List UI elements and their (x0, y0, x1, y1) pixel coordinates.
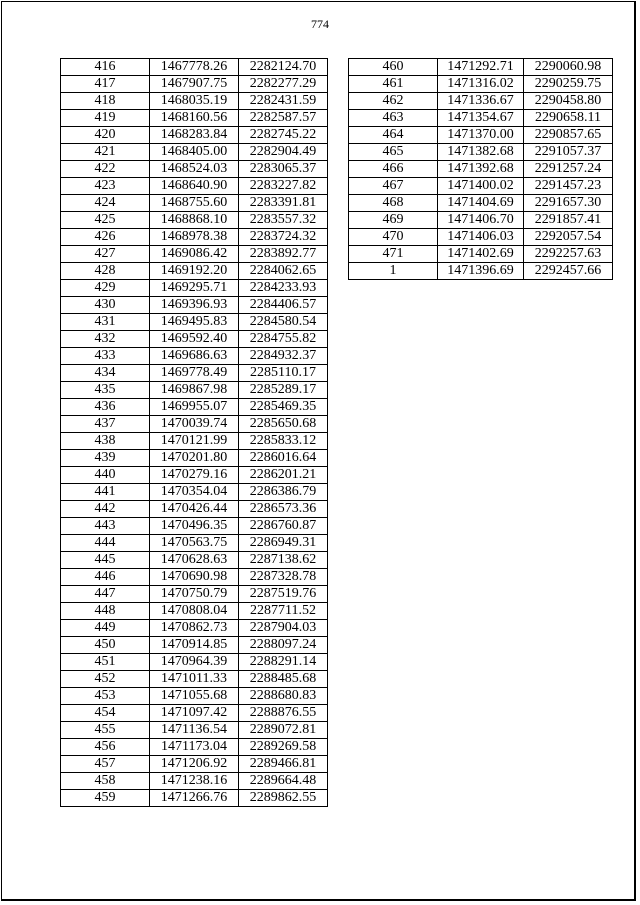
table-row (61, 450, 328, 467)
table-row (61, 586, 328, 603)
y-coordinate-cell: 2288680.83 (239, 688, 328, 705)
point-number-cell: 436 (61, 399, 150, 416)
table-row (61, 246, 328, 263)
point-number-cell: 430 (61, 297, 150, 314)
y-coordinate-cell: 2286201.21 (239, 467, 328, 484)
x-coordinate-cell: 1468160.56 (150, 110, 239, 127)
point-number-cell: 450 (61, 637, 150, 654)
point-number-cell: 431 (61, 314, 150, 331)
x-coordinate-cell: 1470563.75 (150, 535, 239, 552)
point-number-cell: 463 (349, 110, 438, 127)
x-coordinate-cell: 1468524.03 (150, 161, 239, 178)
y-coordinate-cell: 2282277.29 (239, 76, 328, 93)
x-coordinate-cell: 1471292.71 (438, 59, 524, 76)
table-row (349, 127, 613, 144)
x-coordinate-cell: 1470628.63 (150, 552, 239, 569)
table-row (349, 59, 613, 76)
y-coordinate-cell: 2283557.32 (239, 212, 328, 229)
x-coordinate-cell: 1468283.84 (150, 127, 239, 144)
y-coordinate-cell: 2289072.81 (239, 722, 328, 739)
y-coordinate-cell: 2289862.55 (239, 790, 328, 807)
point-number-cell: 443 (61, 518, 150, 535)
table-row (61, 331, 328, 348)
table-row (61, 739, 328, 756)
point-number-cell: 438 (61, 433, 150, 450)
page-number: 774 (311, 17, 329, 31)
x-coordinate-cell: 1469086.42 (150, 246, 239, 263)
x-coordinate-cell: 1471400.02 (438, 178, 524, 195)
y-coordinate-cell: 2283892.77 (239, 246, 328, 263)
table-row (61, 501, 328, 518)
y-coordinate-cell: 2292057.54 (524, 229, 613, 246)
y-coordinate-cell: 2282587.57 (239, 110, 328, 127)
point-number-cell: 469 (349, 212, 438, 229)
y-coordinate-cell: 2288097.24 (239, 637, 328, 654)
point-number-cell: 468 (349, 195, 438, 212)
y-coordinate-cell: 2285833.12 (239, 433, 328, 450)
table-row (349, 161, 613, 178)
y-coordinate-cell: 2284062.65 (239, 263, 328, 280)
point-number-cell: 422 (61, 161, 150, 178)
table-row (61, 535, 328, 552)
y-coordinate-cell: 2286573.36 (239, 501, 328, 518)
x-coordinate-cell: 1470750.79 (150, 586, 239, 603)
point-number-cell: 460 (349, 59, 438, 76)
x-coordinate-cell: 1467907.75 (150, 76, 239, 93)
table-row (61, 416, 328, 433)
point-number-cell: 437 (61, 416, 150, 433)
x-coordinate-cell: 1469867.98 (150, 382, 239, 399)
table-row (61, 467, 328, 484)
point-number-cell: 448 (61, 603, 150, 620)
y-coordinate-cell: 2282904.49 (239, 144, 328, 161)
table-row (61, 365, 328, 382)
table-row (61, 195, 328, 212)
y-coordinate-cell: 2286016.64 (239, 450, 328, 467)
y-coordinate-cell: 2290458.80 (524, 93, 613, 110)
y-coordinate-cell: 2284755.82 (239, 331, 328, 348)
y-coordinate-cell: 2285469.35 (239, 399, 328, 416)
x-coordinate-cell: 1470914.85 (150, 637, 239, 654)
coordinates-table-right (348, 58, 613, 280)
coordinates-table-left (60, 58, 328, 807)
x-coordinate-cell: 1470690.98 (150, 569, 239, 586)
table-row (61, 756, 328, 773)
table-row (61, 212, 328, 229)
point-number-cell: 439 (61, 450, 150, 467)
point-number-cell: 456 (61, 739, 150, 756)
point-number-cell: 421 (61, 144, 150, 161)
x-coordinate-cell: 1471336.67 (438, 93, 524, 110)
x-coordinate-cell: 1471404.69 (438, 195, 524, 212)
y-coordinate-cell: 2282431.59 (239, 93, 328, 110)
table-row (349, 212, 613, 229)
y-coordinate-cell: 2282745.22 (239, 127, 328, 144)
y-coordinate-cell: 2283227.82 (239, 178, 328, 195)
point-number-cell: 417 (61, 76, 150, 93)
table-row (61, 722, 328, 739)
x-coordinate-cell: 1471011.33 (150, 671, 239, 688)
table-row (61, 382, 328, 399)
table-row (61, 773, 328, 790)
x-coordinate-cell: 1471206.92 (150, 756, 239, 773)
x-coordinate-cell: 1470279.16 (150, 467, 239, 484)
y-coordinate-cell: 2283065.37 (239, 161, 328, 178)
table-row (61, 59, 328, 76)
x-coordinate-cell: 1471406.70 (438, 212, 524, 229)
y-coordinate-cell: 2287711.52 (239, 603, 328, 620)
x-coordinate-cell: 1471238.16 (150, 773, 239, 790)
table-row (349, 144, 613, 161)
y-coordinate-cell: 2286760.87 (239, 518, 328, 535)
y-coordinate-cell: 2290060.98 (524, 59, 613, 76)
y-coordinate-cell: 2284580.54 (239, 314, 328, 331)
y-coordinate-cell: 2285110.17 (239, 365, 328, 382)
y-coordinate-cell: 2291257.24 (524, 161, 613, 178)
x-coordinate-cell: 1469592.40 (150, 331, 239, 348)
point-number-cell: 429 (61, 280, 150, 297)
y-coordinate-cell: 2284406.57 (239, 297, 328, 314)
y-coordinate-cell: 2292457.66 (524, 263, 613, 280)
table-row (61, 297, 328, 314)
y-coordinate-cell: 2289664.48 (239, 773, 328, 790)
table-row (349, 110, 613, 127)
table-row (349, 246, 613, 263)
x-coordinate-cell: 1471266.76 (150, 790, 239, 807)
table-row (349, 76, 613, 93)
x-coordinate-cell: 1471097.42 (150, 705, 239, 722)
point-number-cell: 470 (349, 229, 438, 246)
point-number-cell: 435 (61, 382, 150, 399)
table-row (61, 671, 328, 688)
point-number-cell: 423 (61, 178, 150, 195)
point-number-cell: 459 (61, 790, 150, 807)
table-row (349, 178, 613, 195)
table-row (61, 229, 328, 246)
table-row (61, 399, 328, 416)
y-coordinate-cell: 2290658.11 (524, 110, 613, 127)
x-coordinate-cell: 1470862.73 (150, 620, 239, 637)
point-number-cell: 444 (61, 535, 150, 552)
y-coordinate-cell: 2291457.23 (524, 178, 613, 195)
y-coordinate-cell: 2283391.81 (239, 195, 328, 212)
y-coordinate-cell: 2282124.70 (239, 59, 328, 76)
y-coordinate-cell: 2291057.37 (524, 144, 613, 161)
point-number-cell: 464 (349, 127, 438, 144)
table-row (61, 314, 328, 331)
point-number-cell: 467 (349, 178, 438, 195)
point-number-cell: 453 (61, 688, 150, 705)
point-number-cell: 457 (61, 756, 150, 773)
table-row (61, 161, 328, 178)
table-row (349, 93, 613, 110)
x-coordinate-cell: 1470121.99 (150, 433, 239, 450)
point-number-cell: 427 (61, 246, 150, 263)
x-coordinate-cell: 1471396.69 (438, 263, 524, 280)
point-number-cell: 452 (61, 671, 150, 688)
x-coordinate-cell: 1471382.68 (438, 144, 524, 161)
x-coordinate-cell: 1471370.00 (438, 127, 524, 144)
table-row (61, 654, 328, 671)
x-coordinate-cell: 1468755.60 (150, 195, 239, 212)
point-number-cell: 445 (61, 552, 150, 569)
table-row (349, 195, 613, 212)
point-number-cell: 424 (61, 195, 150, 212)
point-number-cell: 440 (61, 467, 150, 484)
table-row (61, 93, 328, 110)
x-coordinate-cell: 1468405.00 (150, 144, 239, 161)
point-number-cell: 425 (61, 212, 150, 229)
point-number-cell: 466 (349, 161, 438, 178)
x-coordinate-cell: 1471406.03 (438, 229, 524, 246)
x-coordinate-cell: 1470496.35 (150, 518, 239, 535)
point-number-cell: 454 (61, 705, 150, 722)
y-coordinate-cell: 2283724.32 (239, 229, 328, 246)
table-row (61, 569, 328, 586)
x-coordinate-cell: 1469396.93 (150, 297, 239, 314)
table-row (61, 603, 328, 620)
point-number-cell: 433 (61, 348, 150, 365)
y-coordinate-cell: 2288485.68 (239, 671, 328, 688)
x-coordinate-cell: 1469192.20 (150, 263, 239, 280)
x-coordinate-cell: 1470039.74 (150, 416, 239, 433)
y-coordinate-cell: 2289466.81 (239, 756, 328, 773)
table-row (61, 178, 328, 195)
table-row (61, 620, 328, 637)
x-coordinate-cell: 1471392.68 (438, 161, 524, 178)
table-row (61, 348, 328, 365)
point-number-cell: 446 (61, 569, 150, 586)
x-coordinate-cell: 1469955.07 (150, 399, 239, 416)
x-coordinate-cell: 1471173.04 (150, 739, 239, 756)
table-row (61, 110, 328, 127)
y-coordinate-cell: 2287328.78 (239, 569, 328, 586)
y-coordinate-cell: 2291657.30 (524, 195, 613, 212)
table-row (61, 263, 328, 280)
x-coordinate-cell: 1470964.39 (150, 654, 239, 671)
point-number-cell: 455 (61, 722, 150, 739)
point-number-cell: 442 (61, 501, 150, 518)
point-number-cell: 471 (349, 246, 438, 263)
point-number-cell: 416 (61, 59, 150, 76)
y-coordinate-cell: 2291857.41 (524, 212, 613, 229)
table-row (349, 229, 613, 246)
x-coordinate-cell: 1467778.26 (150, 59, 239, 76)
point-number-cell: 428 (61, 263, 150, 280)
table-row (61, 127, 328, 144)
y-coordinate-cell: 2286949.31 (239, 535, 328, 552)
point-number-cell: 441 (61, 484, 150, 501)
point-number-cell: 447 (61, 586, 150, 603)
x-coordinate-cell: 1468640.90 (150, 178, 239, 195)
y-coordinate-cell: 2284233.93 (239, 280, 328, 297)
point-number-cell: 465 (349, 144, 438, 161)
table-row (61, 637, 328, 654)
y-coordinate-cell: 2288876.55 (239, 705, 328, 722)
y-coordinate-cell: 2287519.76 (239, 586, 328, 603)
point-number-cell: 462 (349, 93, 438, 110)
x-coordinate-cell: 1468868.10 (150, 212, 239, 229)
x-coordinate-cell: 1468978.38 (150, 229, 239, 246)
x-coordinate-cell: 1471316.02 (438, 76, 524, 93)
x-coordinate-cell: 1471136.54 (150, 722, 239, 739)
y-coordinate-cell: 2292257.63 (524, 246, 613, 263)
x-coordinate-cell: 1470201.80 (150, 450, 239, 467)
y-coordinate-cell: 2286386.79 (239, 484, 328, 501)
x-coordinate-cell: 1470354.04 (150, 484, 239, 501)
x-coordinate-cell: 1469686.63 (150, 348, 239, 365)
x-coordinate-cell: 1470426.44 (150, 501, 239, 518)
y-coordinate-cell: 2289269.58 (239, 739, 328, 756)
x-coordinate-cell: 1471354.67 (438, 110, 524, 127)
point-number-cell: 418 (61, 93, 150, 110)
table-row (61, 280, 328, 297)
point-number-cell: 419 (61, 110, 150, 127)
y-coordinate-cell: 2290857.65 (524, 127, 613, 144)
y-coordinate-cell: 2287138.62 (239, 552, 328, 569)
table-row (61, 790, 328, 807)
table-row (61, 433, 328, 450)
table-row (61, 552, 328, 569)
point-number-cell: 458 (61, 773, 150, 790)
y-coordinate-cell: 2287904.03 (239, 620, 328, 637)
point-number-cell: 434 (61, 365, 150, 382)
x-coordinate-cell: 1470808.04 (150, 603, 239, 620)
table-row (61, 76, 328, 93)
x-coordinate-cell: 1471402.69 (438, 246, 524, 263)
point-number-cell: 432 (61, 331, 150, 348)
table-row (61, 518, 328, 535)
point-number-cell: 451 (61, 654, 150, 671)
y-coordinate-cell: 2285650.68 (239, 416, 328, 433)
y-coordinate-cell: 2290259.75 (524, 76, 613, 93)
y-coordinate-cell: 2288291.14 (239, 654, 328, 671)
table-row (61, 144, 328, 161)
x-coordinate-cell: 1469295.71 (150, 280, 239, 297)
table-row (61, 484, 328, 501)
table-row (349, 263, 613, 280)
y-coordinate-cell: 2285289.17 (239, 382, 328, 399)
point-number-cell: 461 (349, 76, 438, 93)
y-coordinate-cell: 2284932.37 (239, 348, 328, 365)
point-number-cell: 420 (61, 127, 150, 144)
point-number-cell: 1 (349, 263, 438, 280)
x-coordinate-cell: 1468035.19 (150, 93, 239, 110)
point-number-cell: 449 (61, 620, 150, 637)
x-coordinate-cell: 1469495.83 (150, 314, 239, 331)
x-coordinate-cell: 1471055.68 (150, 688, 239, 705)
point-number-cell: 426 (61, 229, 150, 246)
table-row (61, 688, 328, 705)
table-row (61, 705, 328, 722)
x-coordinate-cell: 1469778.49 (150, 365, 239, 382)
